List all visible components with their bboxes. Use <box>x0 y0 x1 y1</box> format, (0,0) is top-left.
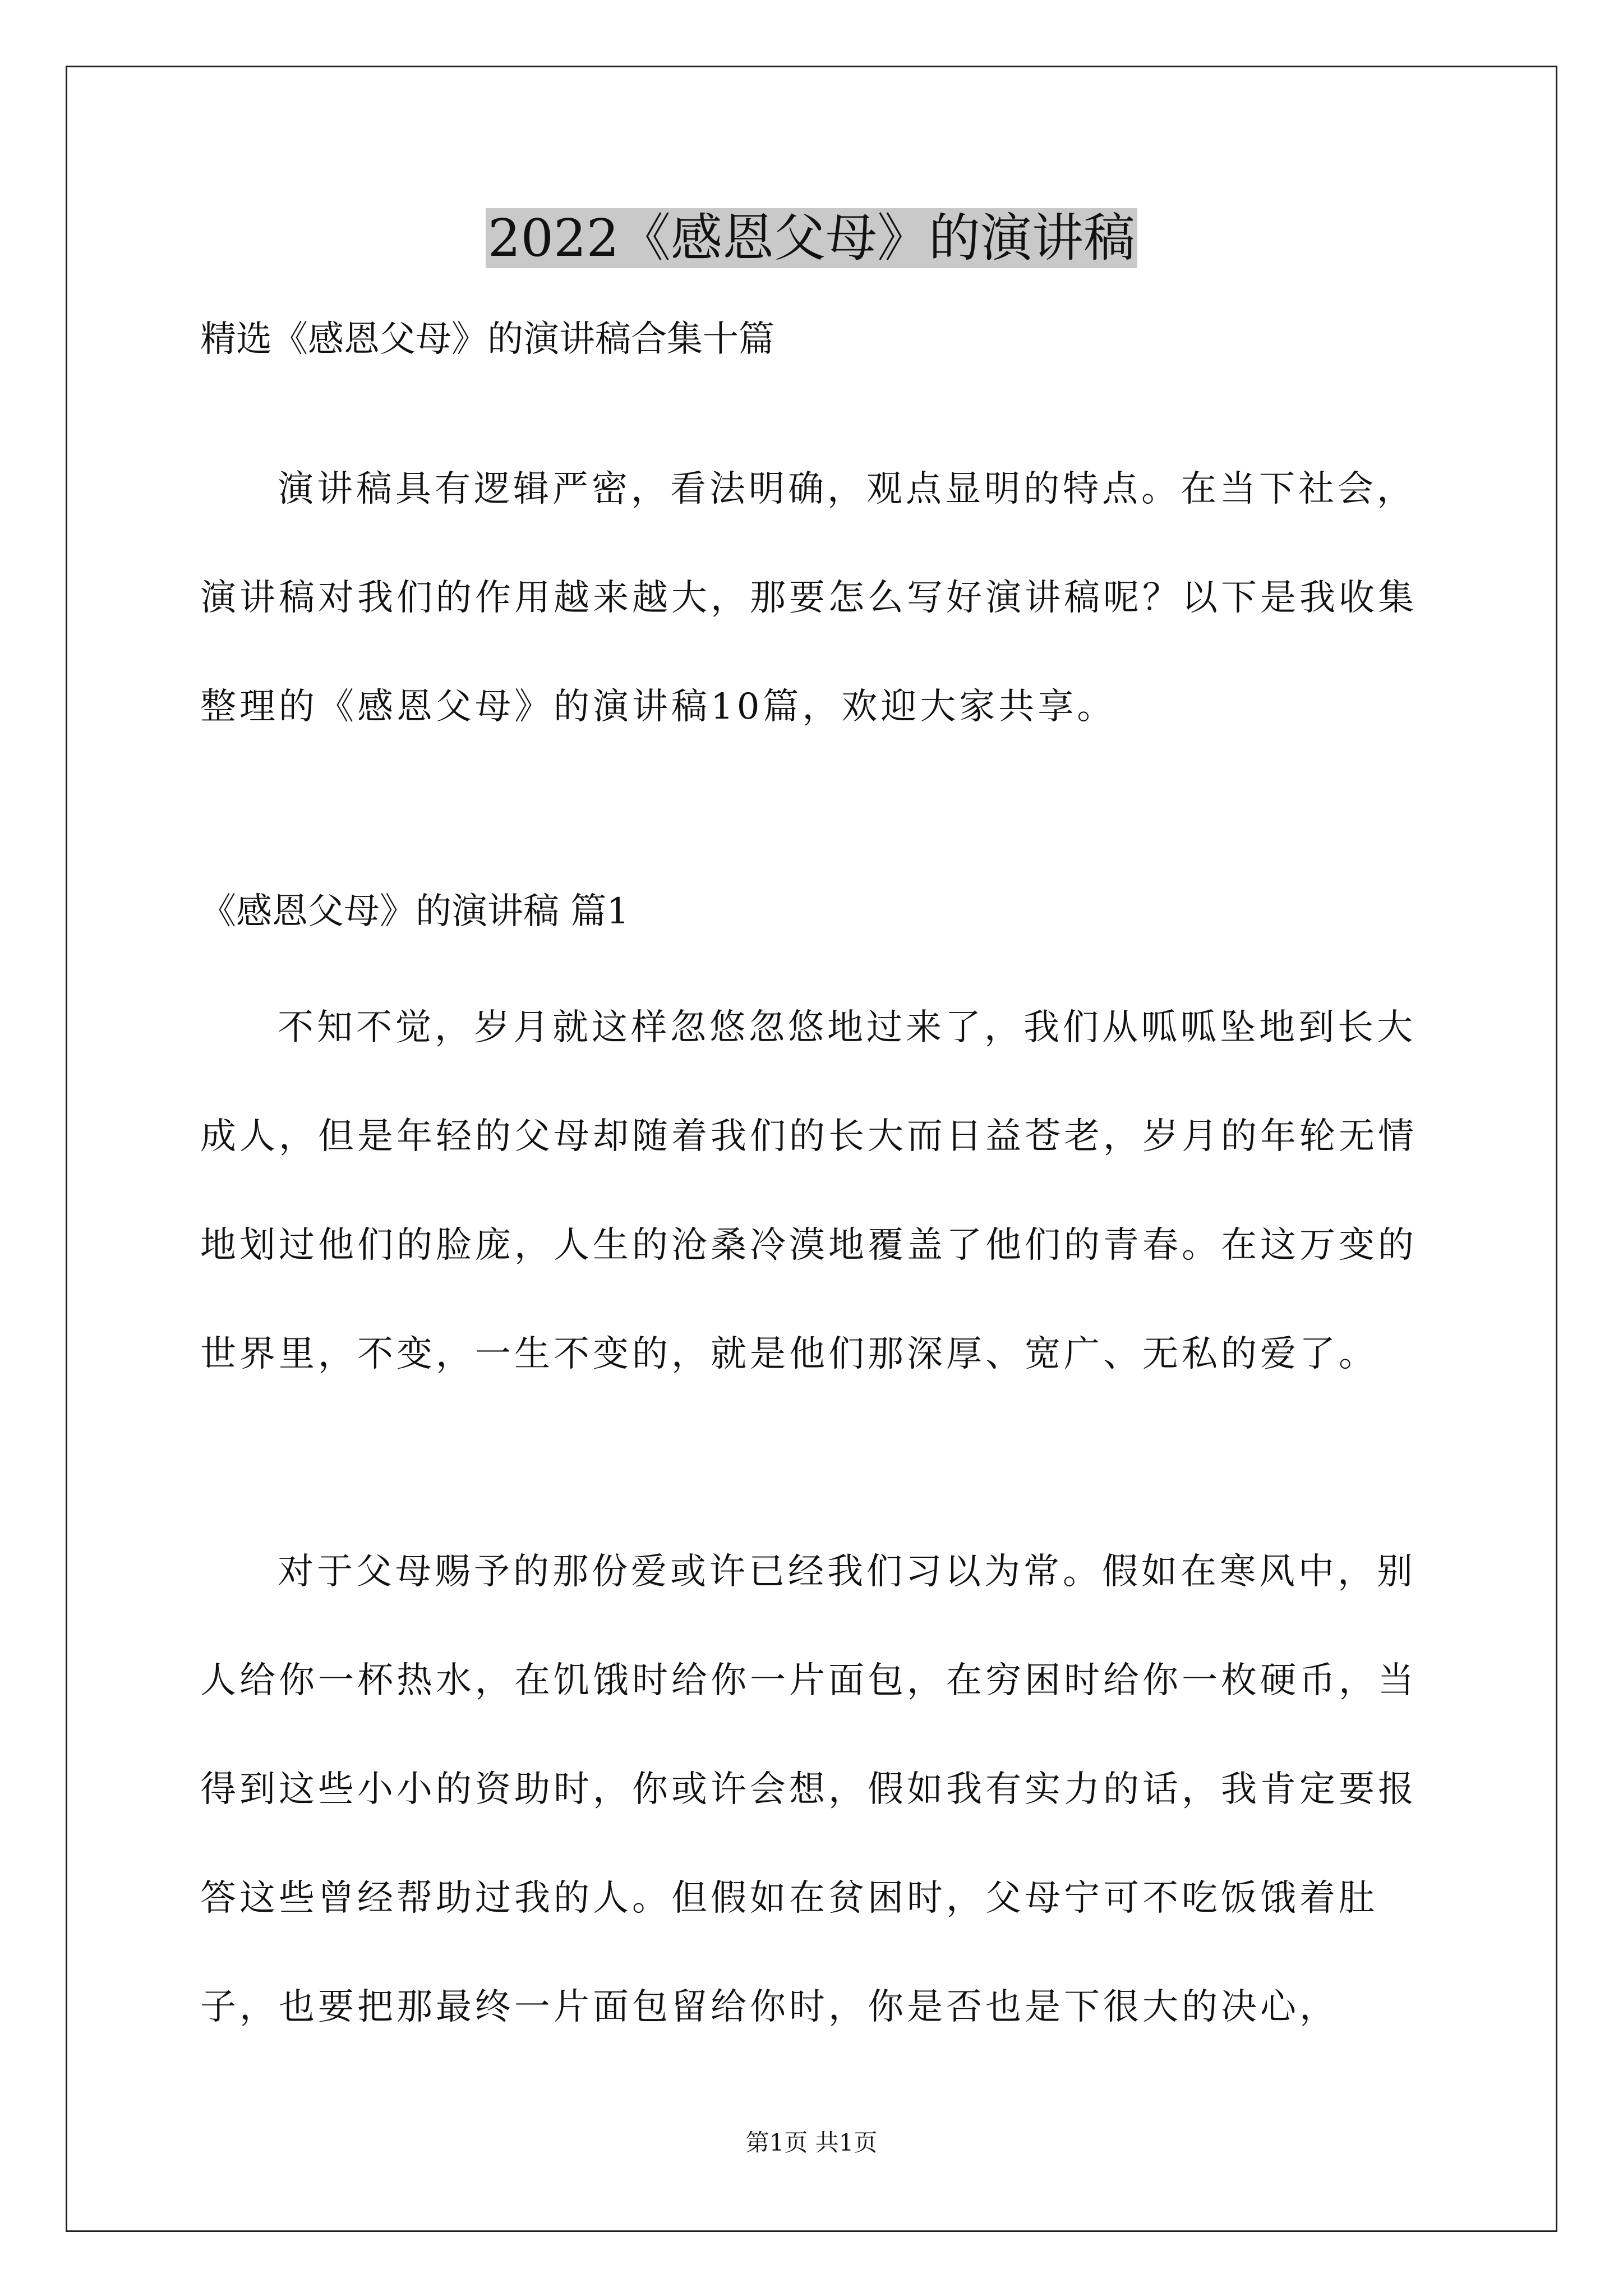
document-title <box>0 202 1623 275</box>
page-footer: 第1页 共1页 <box>745 2129 878 2156</box>
intro-paragraph <box>200 435 1434 761</box>
intro-paragraph-text: 演讲稿具有逻辑严密，看法明确，观点显明的特点。在当下社会，演讲稿对我们的作用越来越大，那要怎么写好演讲稿呢？以下是我收集整理的《感恩父母》的演讲稿10篇，欢迎大家共享。 <box>200 468 1417 728</box>
body-paragraph-1 <box>200 973 1434 1409</box>
section-heading: 《感恩父母》的演讲稿 篇1 <box>200 891 630 932</box>
body-paragraph-1-text: 不知不觉，岁月就这样忽悠忽悠地过来了，我们从呱呱坠地到长大成人，但是年轻的父母却随着我们的长大而日益苍老，岁月的年轮无情地划过他们的脸庞，人生的沧桑冷漠地覆盖了他们的青春。在这万变的世界里，不变，一生不变的，就是他们那深厚、宽广、无私的爱了。 <box>200 1007 1417 1375</box>
body-paragraph-2 <box>200 1517 1434 2062</box>
document-subtitle: 精选《感恩父母》的演讲稿合集十篇 <box>200 319 774 360</box>
document-title-text: 2022《感恩父母》的演讲稿 <box>486 208 1137 268</box>
body-paragraph-2-text: 对于父母赐予的那份爱或许已经我们习以为常。假如在寒风中，别人给你一杯热水，在饥饿时给你一片面包，在穷困时给你一枚硬币，当得到这些小小的资助时，你或许会想，假如我有实力的话，我肯定要报答这些曾经帮助过我的人。但假如在贫困时，父母宁可不吃饭饿着肚子，也要把那最终一片面包留给你时，你是否也是下很大的决心， <box>200 1551 1417 2028</box>
